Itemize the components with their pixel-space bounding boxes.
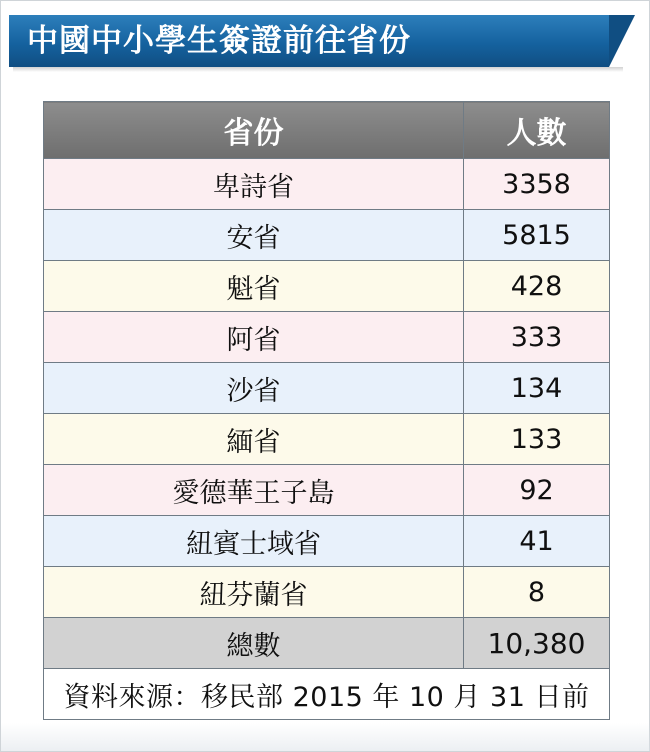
table-row [44,261,610,312]
cell-count: 41 [464,516,610,567]
data-table-container [43,101,609,720]
cell-province: 愛德華王子島 [44,465,464,516]
column-header-count: 人數 [464,102,610,159]
table-row [44,363,610,414]
source-note: 資料來源：移民部 2015 年 10 月 31 日前 [44,669,610,720]
banner-shadow-decoration [13,67,623,72]
cell-province: 安省 [44,210,464,261]
cell-province: 卑詩省 [44,159,464,210]
cell-province: 阿省 [44,312,464,363]
table-row [44,159,610,210]
cell-province: 緬省 [44,414,464,465]
cell-province: 紐賓士域省 [44,516,464,567]
table-row [44,465,610,516]
table-row [44,312,610,363]
title-banner [9,15,609,67]
page-title: 中國中小學生簽證前往省份 [27,22,411,59]
table-row [44,210,610,261]
bottom-fade-decoration [1,723,650,751]
table-body [44,159,610,720]
cell-count: 92 [464,465,610,516]
cell-count: 134 [464,363,610,414]
cell-count: 8 [464,567,610,618]
table-row [44,516,610,567]
cell-count: 3358 [464,159,610,210]
cell-count: 333 [464,312,610,363]
table-row [44,414,610,465]
cell-province: 沙省 [44,363,464,414]
cell-count: 428 [464,261,610,312]
cell-total-value: 10,380 [464,618,610,669]
table-total-row [44,618,610,669]
table-header-row [44,102,610,159]
cell-count: 133 [464,414,610,465]
column-header-province: 省份 [44,102,464,159]
cell-province: 紐芬蘭省 [44,567,464,618]
province-student-table [43,101,610,720]
table-header [44,102,610,159]
banner-notch-decoration [609,15,635,67]
cell-count: 5815 [464,210,610,261]
table-row [44,567,610,618]
cell-province: 魁省 [44,261,464,312]
cell-total-label: 總數 [44,618,464,669]
table-source-row [44,669,610,720]
